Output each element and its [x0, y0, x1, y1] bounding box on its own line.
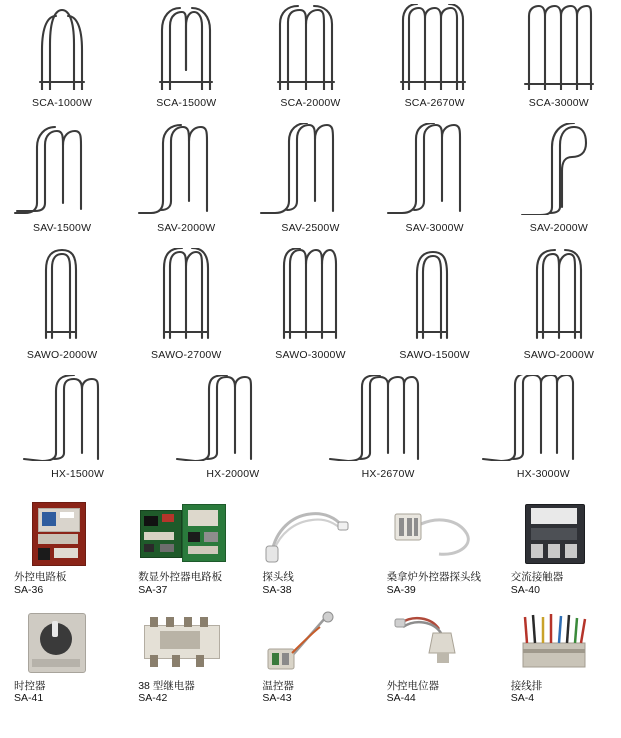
- product-cell-sca-3000w[interactable]: [497, 4, 621, 123]
- heater-art-sav-3000: [380, 123, 490, 215]
- part-name: 外控电路板: [14, 571, 67, 583]
- product-label: HX-2670W: [361, 468, 415, 480]
- part-code: SA-38: [262, 583, 292, 596]
- heater-art-sawo-2000b: [509, 248, 609, 342]
- part-code: SA-37: [138, 583, 168, 596]
- heater-art-sawo-2700: [136, 248, 236, 342]
- product-label: SAV-2000W: [529, 222, 588, 234]
- product-cell-sawo-2000w-b[interactable]: [497, 248, 621, 375]
- digital-pcb-green-photo: [138, 500, 226, 566]
- heater-art-sca-2670: [385, 4, 485, 90]
- heater-art-hx-3000: [473, 375, 613, 461]
- thermostat-photo: [262, 609, 350, 675]
- heater-art-sav-2000: [131, 123, 241, 215]
- heater-art-sawo-1500: [385, 248, 485, 342]
- part-name: 数显外控器电路板: [138, 571, 223, 583]
- part-name: 外控电位器: [386, 679, 440, 692]
- part-name: 桑拿炉外控器探头线: [386, 571, 482, 583]
- part-cell-sa-42[interactable]: [124, 609, 248, 706]
- product-label: HX-2000W: [206, 468, 260, 480]
- product-cell-sawo-3000w[interactable]: [248, 248, 372, 375]
- product-label: SAV-2500W: [281, 222, 340, 234]
- product-cell-hx-2670w[interactable]: [311, 375, 466, 494]
- product-label: SCA-2000W: [280, 97, 341, 109]
- heater-row-hx: [0, 375, 621, 494]
- heater-art-sav-1500: [7, 123, 117, 215]
- heater-art-sawo-3000: [260, 248, 360, 342]
- product-cell-sawo-1500w[interactable]: [373, 248, 497, 375]
- part-code: SA-41: [14, 692, 44, 705]
- heater-row-sav: [0, 123, 621, 248]
- heater-art-sca-1000: [12, 4, 112, 90]
- product-cell-sca-2000w[interactable]: [248, 4, 372, 123]
- product-cell-sav-3000w[interactable]: [373, 123, 497, 248]
- product-cell-sca-1000w[interactable]: [0, 4, 124, 123]
- part-code: SA-44: [386, 692, 416, 705]
- product-label: SCA-2670W: [404, 97, 465, 109]
- part-code: SA-39: [386, 583, 416, 596]
- heater-row-sawo: [0, 248, 621, 375]
- part-cell-sa-39[interactable]: [373, 500, 497, 597]
- part-cell-sa-40[interactable]: [497, 500, 621, 597]
- part-code: SA-42: [138, 692, 168, 705]
- heater-row-sca: [0, 4, 621, 123]
- part-name: 探头线: [262, 571, 294, 583]
- product-cell-sav-2000w-b[interactable]: [497, 123, 621, 248]
- control-pcb-red-photo: [14, 500, 102, 566]
- product-cell-sca-1500w[interactable]: [124, 4, 248, 123]
- part-cell-sa-36[interactable]: [0, 500, 124, 597]
- accessories-section: [0, 494, 621, 705]
- part-name: 交流接触器: [510, 571, 564, 583]
- part-cell-sa-44[interactable]: [373, 609, 497, 706]
- part-cell-sa-43[interactable]: [248, 609, 372, 706]
- parts-row-1: [0, 500, 621, 597]
- part-name: 接线排: [510, 679, 543, 692]
- heater-art-sav-2000b: [504, 123, 614, 215]
- product-label: SAV-2000W: [157, 222, 216, 234]
- heater-art-sca-1500: [136, 4, 236, 90]
- part-code: SA-43: [262, 692, 292, 705]
- product-label: HX-1500W: [51, 468, 105, 480]
- product-cell-sca-2670w[interactable]: [373, 4, 497, 123]
- heater-art-sca-2000: [260, 4, 360, 90]
- product-cell-hx-3000w[interactable]: [466, 375, 621, 494]
- heater-art-sawo-2000: [12, 248, 112, 342]
- product-cell-sav-2500w[interactable]: [248, 123, 372, 248]
- relay-38-photo: [138, 609, 226, 675]
- part-name: 时控器: [14, 679, 46, 692]
- ac-contactor-photo: [511, 500, 599, 566]
- part-code: SA-40: [510, 583, 540, 596]
- part-cell-sa-41[interactable]: [0, 609, 124, 706]
- product-cell-hx-2000w[interactable]: [155, 375, 310, 494]
- product-label: SAWO-3000W: [275, 349, 346, 361]
- heater-art-sav-2500: [255, 123, 365, 215]
- part-code: SA-36: [14, 583, 44, 596]
- sauna-controller-probe-photo: [387, 500, 475, 566]
- product-label: SCA-3000W: [528, 97, 589, 109]
- part-code: SA-4: [510, 692, 535, 705]
- terminal-strip-photo: [511, 609, 599, 675]
- product-label: SAWO-1500W: [399, 349, 470, 361]
- product-cell-sav-1500w[interactable]: [0, 123, 124, 248]
- part-cell-sa-4[interactable]: [497, 609, 621, 706]
- product-label: SAWO-2000W: [523, 349, 595, 361]
- product-cell-sav-2000w[interactable]: [124, 123, 248, 248]
- heater-art-hx-1500: [8, 375, 148, 461]
- product-label: HX-3000W: [516, 468, 570, 480]
- product-cell-sawo-2700w[interactable]: [124, 248, 248, 375]
- potentiometer-photo: [387, 609, 475, 675]
- part-name: 38 型继电器: [138, 679, 195, 692]
- product-label: SAV-1500W: [32, 222, 92, 234]
- product-label: SCA-1500W: [156, 97, 217, 109]
- part-cell-sa-37[interactable]: [124, 500, 248, 597]
- product-label: SAWO-2000W: [26, 349, 98, 361]
- heater-art-hx-2670: [318, 375, 458, 461]
- product-label: SAV-3000W: [405, 222, 464, 234]
- part-cell-sa-38[interactable]: [248, 500, 372, 597]
- part-name: 温控器: [262, 679, 294, 692]
- product-label: SAWO-2700W: [151, 349, 222, 361]
- parts-row-2: [0, 609, 621, 706]
- probe-cable-photo: [262, 500, 350, 566]
- heater-art-hx-2000: [163, 375, 303, 461]
- timer-photo: [14, 609, 102, 675]
- product-label: SCA-1000W: [32, 97, 93, 109]
- product-cell-sawo-2000w[interactable]: [0, 248, 124, 375]
- product-cell-hx-1500w[interactable]: [0, 375, 155, 494]
- heater-art-sca-3000: [509, 4, 609, 90]
